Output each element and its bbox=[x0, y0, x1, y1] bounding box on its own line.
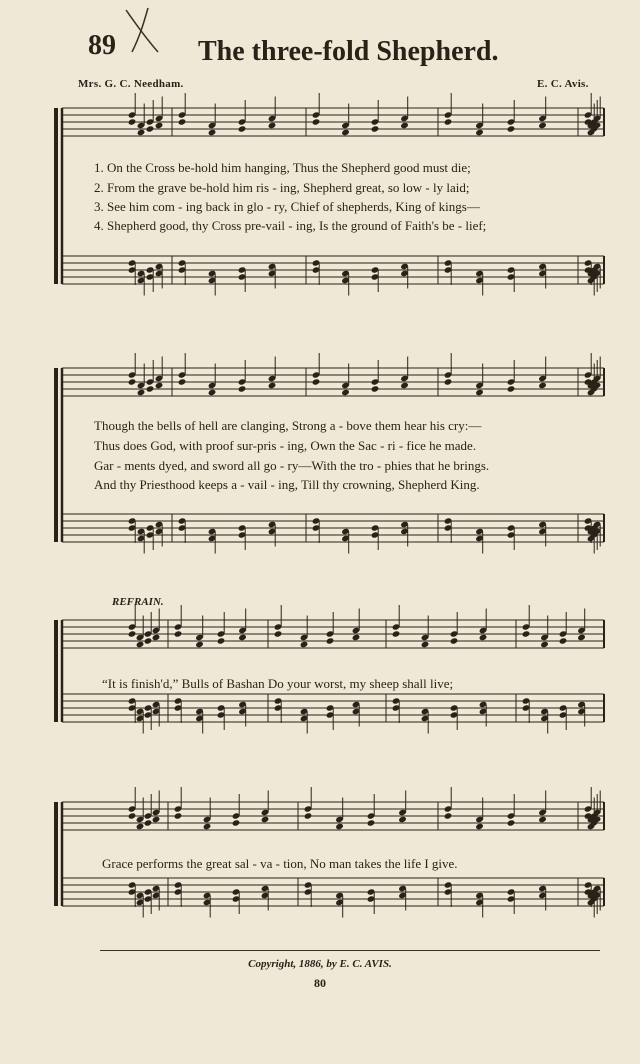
note-head bbox=[232, 819, 241, 826]
verse-2-line-1: 2. From the grave be-hold him ris - ing, Shepherd great, so low - ly laid; bbox=[94, 180, 470, 195]
note-head bbox=[522, 630, 531, 637]
page-number: 80 bbox=[314, 976, 326, 990]
note-head bbox=[398, 816, 407, 823]
note-head bbox=[238, 634, 247, 641]
verse-3-line-1: 3. See him com - ing back in glo - ry, Chief of shepherds, King of kings— bbox=[94, 199, 480, 214]
note-head bbox=[540, 641, 549, 648]
note-head bbox=[444, 118, 453, 125]
note-head bbox=[217, 637, 226, 644]
note-head bbox=[144, 819, 153, 826]
note-head bbox=[268, 382, 277, 389]
hymn-number: 89 bbox=[88, 30, 116, 61]
note-head bbox=[400, 382, 409, 389]
verse-4-line-1: 4. Shepherd good, thy Cross pre-vail - ing, Is the ground of Faith's be - lief; bbox=[94, 218, 487, 233]
refrain-label: REFRAIN. bbox=[112, 596, 164, 608]
note-head bbox=[475, 129, 484, 136]
note-head bbox=[174, 630, 183, 637]
note-head bbox=[268, 122, 277, 129]
note-head bbox=[136, 823, 145, 830]
note-head bbox=[475, 823, 484, 830]
verse-1-line-2: Though the bells of hell are clanging, Strong a - bove them hear his cry:— bbox=[94, 418, 482, 433]
note-head bbox=[475, 389, 484, 396]
note-head bbox=[326, 637, 335, 644]
note-heads bbox=[128, 93, 602, 918]
note-head bbox=[312, 378, 321, 385]
verse-1-line-1: 1. On the Cross be-hold him hanging, Thus the Shepherd good must die; bbox=[94, 160, 471, 175]
note-head bbox=[128, 378, 137, 385]
note-head bbox=[507, 819, 516, 826]
note-head bbox=[577, 634, 586, 641]
note-head bbox=[155, 382, 164, 389]
note-head bbox=[479, 634, 488, 641]
note-head bbox=[312, 118, 321, 125]
note-head bbox=[128, 118, 137, 125]
note-head bbox=[421, 641, 430, 648]
note-head bbox=[203, 823, 212, 830]
note-head bbox=[146, 125, 155, 132]
refrain-line-2: Grace performs the great sal - va - tion, No man takes the life I give. bbox=[102, 856, 458, 871]
refrain-line-1: “It is finish'd,” Bulls of Bashan Do your worst, my sheep shall live; bbox=[102, 676, 454, 691]
note-head bbox=[341, 389, 350, 396]
note-head bbox=[507, 125, 516, 132]
note-head bbox=[137, 129, 146, 136]
note-head bbox=[208, 389, 217, 396]
note-head bbox=[507, 385, 516, 392]
note-head bbox=[178, 118, 187, 125]
note-head bbox=[352, 634, 361, 641]
verse-3-line-2: Gar - ments dyed, and sword all go - ry—With the tro - phies that he brings. bbox=[94, 458, 490, 473]
note-head bbox=[146, 385, 155, 392]
note-head bbox=[538, 122, 547, 129]
note-head bbox=[341, 129, 350, 136]
note-head bbox=[137, 389, 146, 396]
note-head bbox=[208, 129, 217, 136]
note-head bbox=[274, 630, 283, 637]
note-head bbox=[144, 637, 153, 644]
note-head bbox=[559, 637, 568, 644]
note-head bbox=[178, 378, 187, 385]
verse-2-line-2: Thus does God, with proof sur-pris - ing, Own the Sac - ri - fice he made. bbox=[94, 438, 477, 453]
note-head bbox=[304, 812, 313, 819]
note-head bbox=[155, 122, 164, 129]
copyright: Copyright, 1886, by E. C. AVIS. bbox=[248, 958, 392, 970]
note-head bbox=[238, 125, 247, 132]
note-head bbox=[444, 378, 453, 385]
note-head bbox=[174, 812, 183, 819]
footer-rule bbox=[100, 950, 600, 951]
lyricist: Mrs. G. C. Needham. bbox=[78, 78, 184, 90]
note-head bbox=[238, 385, 247, 392]
note-head bbox=[136, 641, 145, 648]
note-head bbox=[371, 385, 380, 392]
note-head bbox=[400, 122, 409, 129]
note-head bbox=[335, 823, 344, 830]
note-head bbox=[538, 816, 547, 823]
note-head bbox=[152, 816, 161, 823]
note-head bbox=[128, 630, 137, 637]
note-head bbox=[392, 630, 401, 637]
hymn-title: The three-fold Shepherd. bbox=[198, 36, 499, 67]
note-head bbox=[128, 812, 137, 819]
composer: E. C. Avis. bbox=[537, 78, 589, 90]
note-head bbox=[444, 812, 453, 819]
note-head bbox=[261, 816, 270, 823]
note-head bbox=[195, 641, 204, 648]
note-head bbox=[371, 125, 380, 132]
note-head bbox=[538, 382, 547, 389]
note-head bbox=[367, 819, 376, 826]
note-head bbox=[300, 641, 309, 648]
note-head bbox=[152, 634, 161, 641]
note-head bbox=[450, 637, 459, 644]
verse-4-line-2: And thy Priesthood keeps a - vail - ing, Till thy crowning, Shepherd King. bbox=[94, 477, 480, 492]
